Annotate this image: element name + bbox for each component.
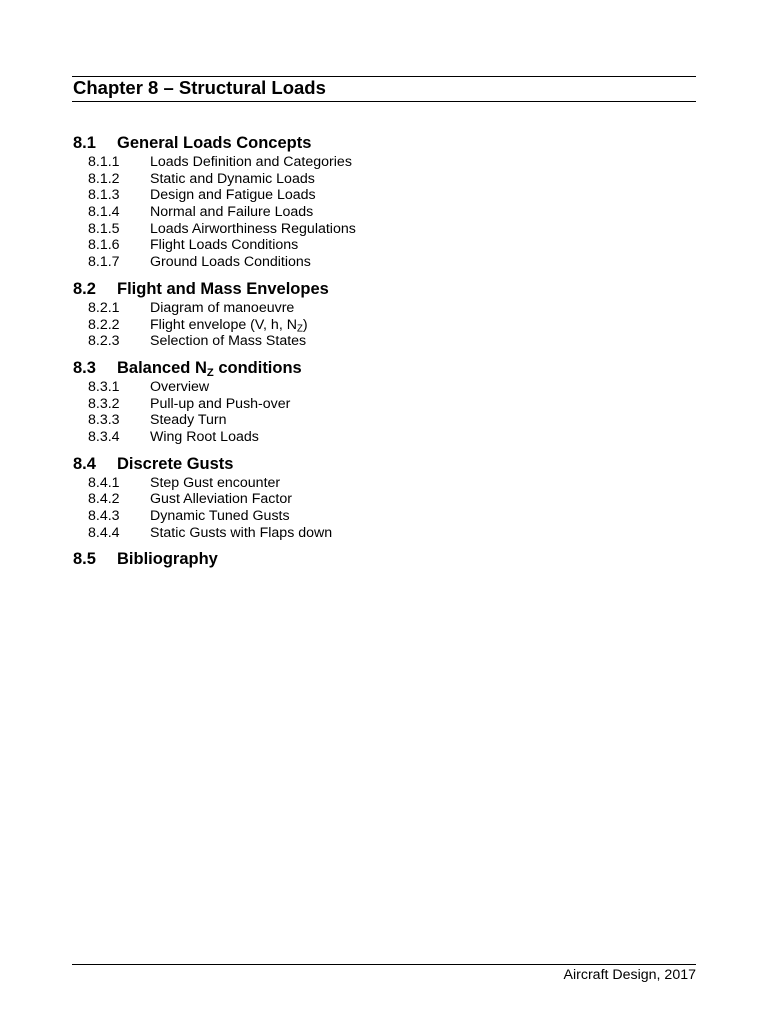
subsection-number: 8.3.3 — [88, 412, 120, 429]
section-title-text: Balanced N — [117, 358, 207, 377]
subsection-number: 8.2.2 — [88, 316, 120, 333]
section-number: 8.3 — [73, 358, 96, 377]
subsection-title-text: Dynamic Tuned Gusts — [150, 508, 290, 524]
toc-subsection — [73, 317, 696, 334]
subsection-title-text: Ground Loads Conditions — [150, 254, 311, 271]
section-title-subscript: Z — [206, 366, 214, 379]
subsection-title — [150, 396, 290, 413]
section-heading — [73, 132, 696, 154]
toc-subsection — [73, 187, 696, 204]
subsection-title — [150, 300, 294, 317]
table-of-contents — [73, 132, 696, 577]
toc-subsection — [73, 221, 696, 238]
subsection-title — [150, 491, 292, 508]
section-number: 8.2 — [73, 279, 96, 298]
subsection-title-text: Loads Airworthiness Regulations — [150, 220, 356, 237]
subsection-number: 8.1.7 — [88, 254, 120, 271]
section-title-tail: conditions — [213, 358, 302, 377]
subsection-title — [150, 237, 298, 254]
toc-section — [73, 548, 696, 570]
section-title — [117, 548, 218, 570]
subsection-title — [150, 412, 227, 429]
section-title-text: Bibliography — [117, 550, 218, 569]
section-heading — [73, 278, 696, 300]
toc-section — [73, 278, 696, 350]
footer-rule — [72, 964, 696, 965]
chapter-title: Chapter 8 – Structural Loads — [73, 77, 326, 98]
subsection-title-text: Pull-up and Push-over — [150, 395, 291, 412]
toc-subsection — [73, 171, 696, 188]
section-number: 8.4 — [73, 454, 96, 473]
subsection-title-text: Loads Definition and Categories — [150, 154, 352, 170]
subsection-title-text: Overview — [150, 378, 210, 395]
section-title-text: Flight and Mass Envelopes — [117, 279, 329, 298]
subsection-title — [150, 379, 209, 396]
toc-subsection — [73, 396, 696, 413]
toc-section — [73, 357, 696, 446]
subsection-number: 8.1.6 — [88, 237, 120, 254]
subsection-number: 8.4.4 — [88, 524, 120, 541]
toc-subsection — [73, 491, 696, 508]
title-rule — [72, 101, 696, 102]
toc-subsection — [73, 300, 696, 317]
subsection-title — [150, 171, 315, 188]
toc-subsection — [73, 475, 696, 492]
subsection-title — [150, 221, 356, 238]
subsection-title — [150, 508, 290, 525]
toc-subsection — [73, 412, 696, 429]
toc-subsection — [73, 429, 696, 446]
toc-subsection — [73, 254, 696, 271]
subsection-title-text: Normal and Failure Loads — [150, 204, 314, 221]
toc-subsection — [73, 237, 696, 254]
section-title-text: General Loads Concepts — [117, 134, 312, 152]
subsection-number: 8.3.4 — [88, 428, 120, 445]
subsection-number: 8.1.2 — [88, 170, 120, 187]
subsection-title-text: Flight Loads Conditions — [150, 237, 299, 254]
subsection-title-text: Static Gusts with Flaps down — [150, 524, 333, 541]
subsection-title-text: Selection of Mass States — [150, 333, 307, 350]
subsection-number: 8.4.3 — [88, 508, 120, 524]
subsection-title — [150, 254, 311, 271]
subsection-title-tail: ) — [302, 316, 308, 333]
subsection-number: 8.2.3 — [88, 333, 120, 350]
toc-section — [73, 453, 696, 542]
section-title — [117, 132, 311, 154]
section-heading — [73, 357, 696, 379]
subsection-title-text: Steady Turn — [150, 412, 227, 429]
toc-subsection — [73, 333, 696, 350]
subsection-title-text: Diagram of manoeuvre — [150, 299, 295, 316]
subsection-number: 8.1.5 — [88, 220, 120, 237]
subsection-title-text: Design and Fatigue Loads — [150, 187, 316, 204]
subsection-title-text: Static and Dynamic Loads — [150, 170, 315, 187]
toc-section — [73, 132, 696, 271]
subsection-title — [150, 154, 352, 171]
footer-text: Aircraft Design, 2017 — [563, 967, 696, 983]
subsection-number: 8.3.2 — [88, 395, 120, 412]
section-heading — [73, 453, 696, 475]
subsection-number: 8.1.1 — [88, 154, 120, 170]
subsection-title — [150, 475, 280, 492]
subsection-number: 8.4.1 — [88, 474, 120, 491]
subsection-title — [150, 333, 306, 350]
subsection-title — [150, 204, 313, 221]
subsection-title — [150, 429, 259, 446]
section-title — [117, 357, 302, 379]
subsection-number: 8.2.1 — [88, 299, 120, 316]
subsection-title-text: Flight envelope (V, h, N — [150, 316, 297, 333]
section-title — [117, 278, 329, 300]
subsection-number: 8.3.1 — [88, 378, 120, 395]
subsection-title — [150, 187, 316, 204]
section-title-text: Discrete Gusts — [117, 454, 234, 473]
section-number: 8.1 — [73, 134, 96, 152]
subsection-title-text: Wing Root Loads — [150, 428, 259, 445]
toc-subsection — [73, 204, 696, 221]
subsection-title-text: Step Gust encounter — [150, 474, 281, 491]
subsection-title — [150, 525, 332, 542]
toc-subsection — [73, 525, 696, 542]
subsection-title — [150, 317, 308, 334]
toc-subsection — [73, 379, 696, 396]
section-title — [117, 453, 233, 475]
subsection-number: 8.1.4 — [88, 204, 120, 221]
section-number: 8.5 — [73, 550, 96, 569]
section-heading — [73, 548, 696, 570]
subsection-title-subscript: Z — [296, 322, 303, 334]
subsection-title-text: Gust Alleviation Factor — [150, 491, 292, 508]
toc-subsection — [73, 154, 696, 171]
toc-subsection — [73, 508, 696, 525]
subsection-number: 8.1.3 — [88, 187, 120, 204]
subsection-number: 8.4.2 — [88, 491, 120, 508]
